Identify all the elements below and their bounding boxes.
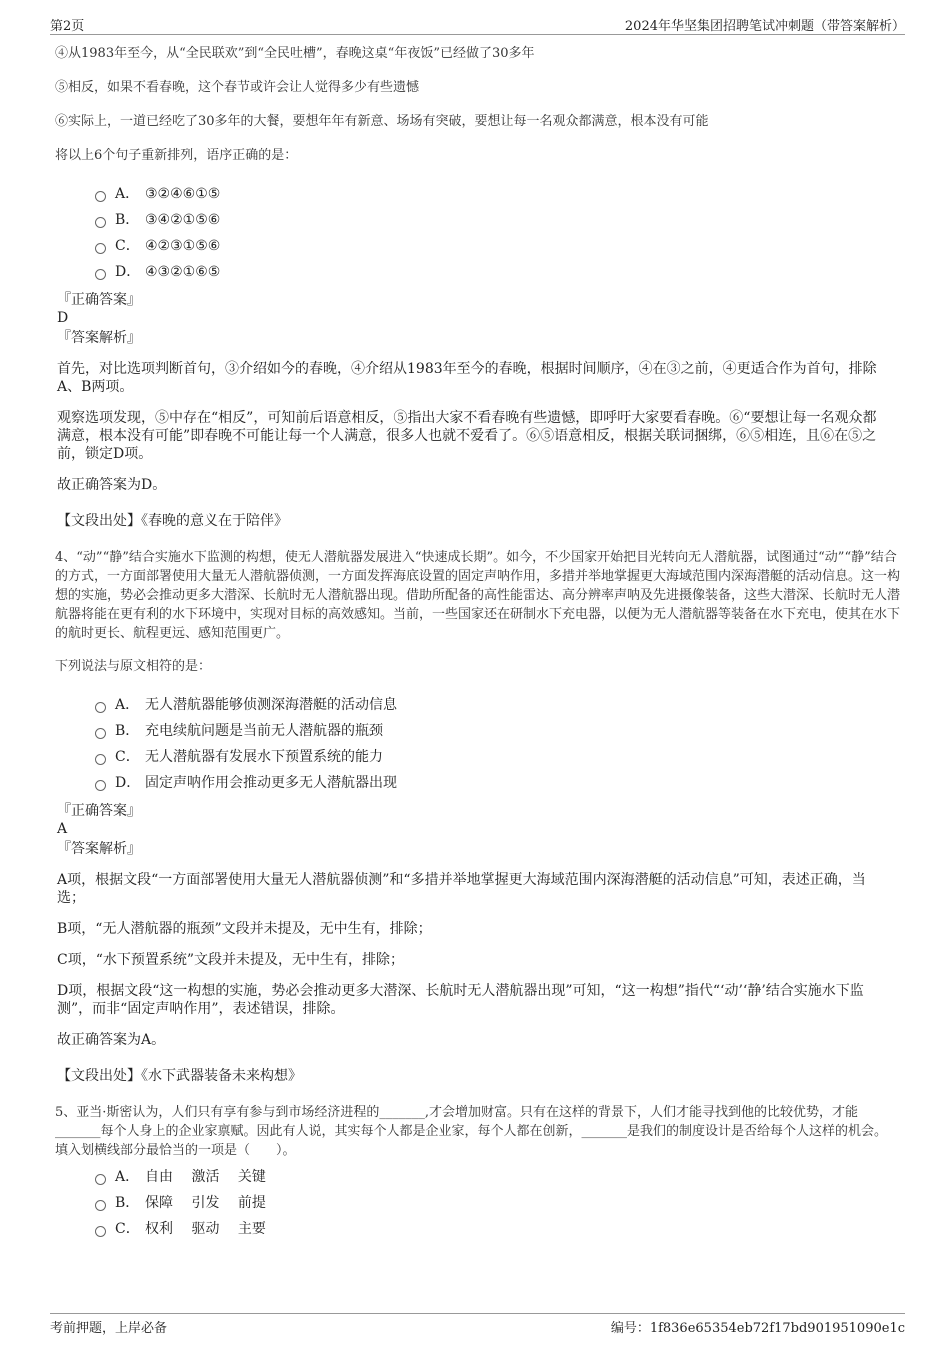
radio-icon[interactable] — [95, 1226, 106, 1237]
option-letter: A． — [115, 697, 140, 713]
option-letter: B． — [115, 212, 140, 228]
option-b[interactable] — [95, 1190, 900, 1216]
radio-icon[interactable] — [95, 702, 106, 713]
option-d[interactable] — [95, 259, 900, 285]
question-prompt: 填入划横线部分最恰当的一项是（ ）。 — [55, 1143, 296, 1158]
option-c[interactable] — [95, 1216, 900, 1242]
analysis-paragraph: 故正确答案为A。 — [57, 1032, 166, 1048]
page-number: 第2页 — [50, 19, 85, 34]
option-a[interactable] — [95, 181, 900, 207]
option-list — [95, 692, 900, 796]
statement-4: ④从1983年至今，从“全民联欢”到“全民吐槽”，春晚这桌“年夜饭”已经做了30多年 — [55, 46, 535, 61]
option-letter: C． — [115, 749, 140, 765]
radio-icon[interactable] — [95, 728, 106, 739]
option-text: 权利 驱动 主要 — [145, 1221, 266, 1237]
question-text: 4、“动”“静”结合实施水下监测的构想，使无人潜航器发展进入“快速成长期”。如今，不少国家开始把目光转向无人潜航器，试图通过“动”“静”结合的方式，一方面部署使用大量无人潜航器侦测，一方面发挥海底设置的固定声呐作用，多措并举地掌握更大海域范围内深海潜艇的活动信息。这一构想的实施，势必会推动更多大潜深、长航时无人潜航器出现。借助所配备的高性能雷达、高分辨率声呐及先进摄像装备，这些大潜深、长航时无人潜航器将能在更有利的水下环境中，实现对目标的高效感知。当前，一些国家还在研制水下充电器，以便为无人潜航器等装备在水下充电，使其在水下的航时更长、航程更远、感知范围更广。 — [55, 550, 901, 641]
page-footer — [50, 1313, 905, 1334]
question-prompt: 将以上6个句子重新排列，语序正确的是： — [55, 148, 298, 163]
radio-icon[interactable] — [95, 269, 106, 280]
analysis-label: 『答案解析』 — [57, 330, 141, 346]
option-text: 自由 激活 关键 — [145, 1169, 266, 1185]
option-letter: C． — [115, 1221, 140, 1237]
option-text: ③④②①⑤⑥ — [145, 212, 221, 228]
option-d[interactable] — [95, 770, 900, 796]
answer-value: D — [57, 310, 69, 326]
radio-icon[interactable] — [95, 1174, 106, 1185]
option-b[interactable] — [95, 718, 900, 744]
option-a[interactable] — [95, 692, 900, 718]
analysis-paragraph: B项，“无人潜航器的瓶颈”文段并未提及，无中生有，排除； — [57, 921, 432, 937]
answer-label: 『正确答案』 — [57, 292, 141, 308]
option-a[interactable] — [95, 1164, 900, 1190]
option-text: 充电续航问题是当前无人潜航器的瓶颈 — [145, 723, 383, 739]
option-list — [95, 181, 900, 285]
option-c[interactable] — [95, 744, 900, 770]
option-letter: B． — [115, 1195, 140, 1211]
option-c[interactable] — [95, 233, 900, 259]
option-letter: D． — [115, 264, 141, 280]
option-letter: A． — [115, 186, 140, 202]
option-text: ④③②①⑥⑤ — [145, 264, 221, 280]
radio-icon[interactable] — [95, 191, 106, 202]
analysis-paragraph: 故正确答案为D。 — [57, 477, 167, 493]
question-3 — [55, 44, 900, 530]
option-b[interactable] — [95, 207, 900, 233]
option-letter: B． — [115, 723, 140, 739]
analysis-paragraph: A项，根据文段“一方面部署使用大量无人潜航器侦测”和“多措并举地掌握更大海域范围内深海潜艇的活动信息”可知，表述正确，当选； — [57, 872, 866, 906]
option-letter: C． — [115, 238, 140, 254]
option-text: 固定声呐作用会推动更多无人潜航器出现 — [145, 775, 397, 791]
analysis-paragraph: 首先，对比选项判断首句，③介绍如今的春晚，④介绍从1983年至今的春晚，根据时间顺序，④在③之前，④更适合作为首句，排除A、B两项。 — [57, 361, 877, 395]
footer-slogan: 考前押题，上岸必备 — [50, 1321, 168, 1336]
analysis-paragraph: D项，根据文段“这一构想的实施，势必会推动更多大潜深、长航时无人潜航器出现”可知，“这一构想”指代“‘动’‘静’结合实施水下监测”，而非“固定声呐作用”，表述错误，排除。 — [57, 983, 864, 1017]
radio-icon[interactable] — [95, 754, 106, 765]
option-letter: D． — [115, 775, 141, 791]
option-list — [95, 1164, 900, 1242]
document-code: 编号：1f836e65354eb72f17bd901951090e1c — [610, 1321, 905, 1336]
statement-6: ⑥实际上，一道已经吃了30多年的大餐，要想年年有新意、场场有突破，要想让每一名观众都满意，根本没有可能 — [55, 114, 709, 129]
option-text: ④②③①⑤⑥ — [145, 238, 221, 254]
radio-icon[interactable] — [95, 217, 106, 228]
analysis-paragraph: C项，“水下预置系统”文段并未提及，无中生有，排除； — [57, 952, 405, 968]
radio-icon[interactable] — [95, 1200, 106, 1211]
option-text: 保障 引发 前提 — [145, 1195, 266, 1211]
page-content — [55, 44, 900, 1242]
option-text: 无人潜航器能够侦测深海潜艇的活动信息 — [145, 697, 397, 713]
page-header — [50, 12, 905, 35]
option-text: ③②④⑥①⑤ — [145, 186, 221, 202]
answer-value: A — [57, 821, 68, 837]
analysis-paragraph: 观察选项发现，⑤中存在“相反”，可知前后语意相反，⑤指出大家不看春晚有些遗憾，即呼吁大家要看春晚。⑥“要想让每一名观众都满意，根本没有可能”即春晚不可能让每一个人满意，很多人也就不爱看了。⑥⑤语意相反，根据关联词捆绑，⑥⑤相连，且⑥在⑤之前，锁定D项。 — [57, 410, 877, 462]
radio-icon[interactable] — [95, 780, 106, 791]
radio-icon[interactable] — [95, 243, 106, 254]
source-citation: 【文段出处】《春晚的意义在于陪伴》 — [57, 513, 288, 529]
document-title: 2024年华坚集团招聘笔试冲刺题（带答案解析） — [624, 19, 905, 34]
option-text: 无人潜航器有发展水下预置系统的能力 — [145, 749, 383, 765]
option-letter: A． — [115, 1169, 140, 1185]
analysis-label: 『答案解析』 — [57, 841, 141, 857]
question-prompt: 下列说法与原文相符的是： — [55, 659, 212, 674]
source-citation: 【文段出处】《水下武器装备未来构想》 — [57, 1068, 302, 1084]
question-4 — [55, 548, 900, 1085]
question-text: 5、亚当·斯密认为，人们只有享有参与到市场经济进程的_______,才会增加财富。只有在这样的背景下，人们才能寻找到他的比较优势，才能_______每个人身上的企业家禀赋。因此有人说，其实每个人都是企业家，每个人都在创新，_______是我们的制度设计是否给每个人这样的机会。 — [55, 1105, 888, 1139]
question-5 — [55, 1103, 900, 1242]
statement-5: ⑤相反，如果不看春晚，这个春节或许会让人觉得多少有些遗憾 — [55, 80, 420, 95]
answer-label: 『正确答案』 — [57, 803, 141, 819]
